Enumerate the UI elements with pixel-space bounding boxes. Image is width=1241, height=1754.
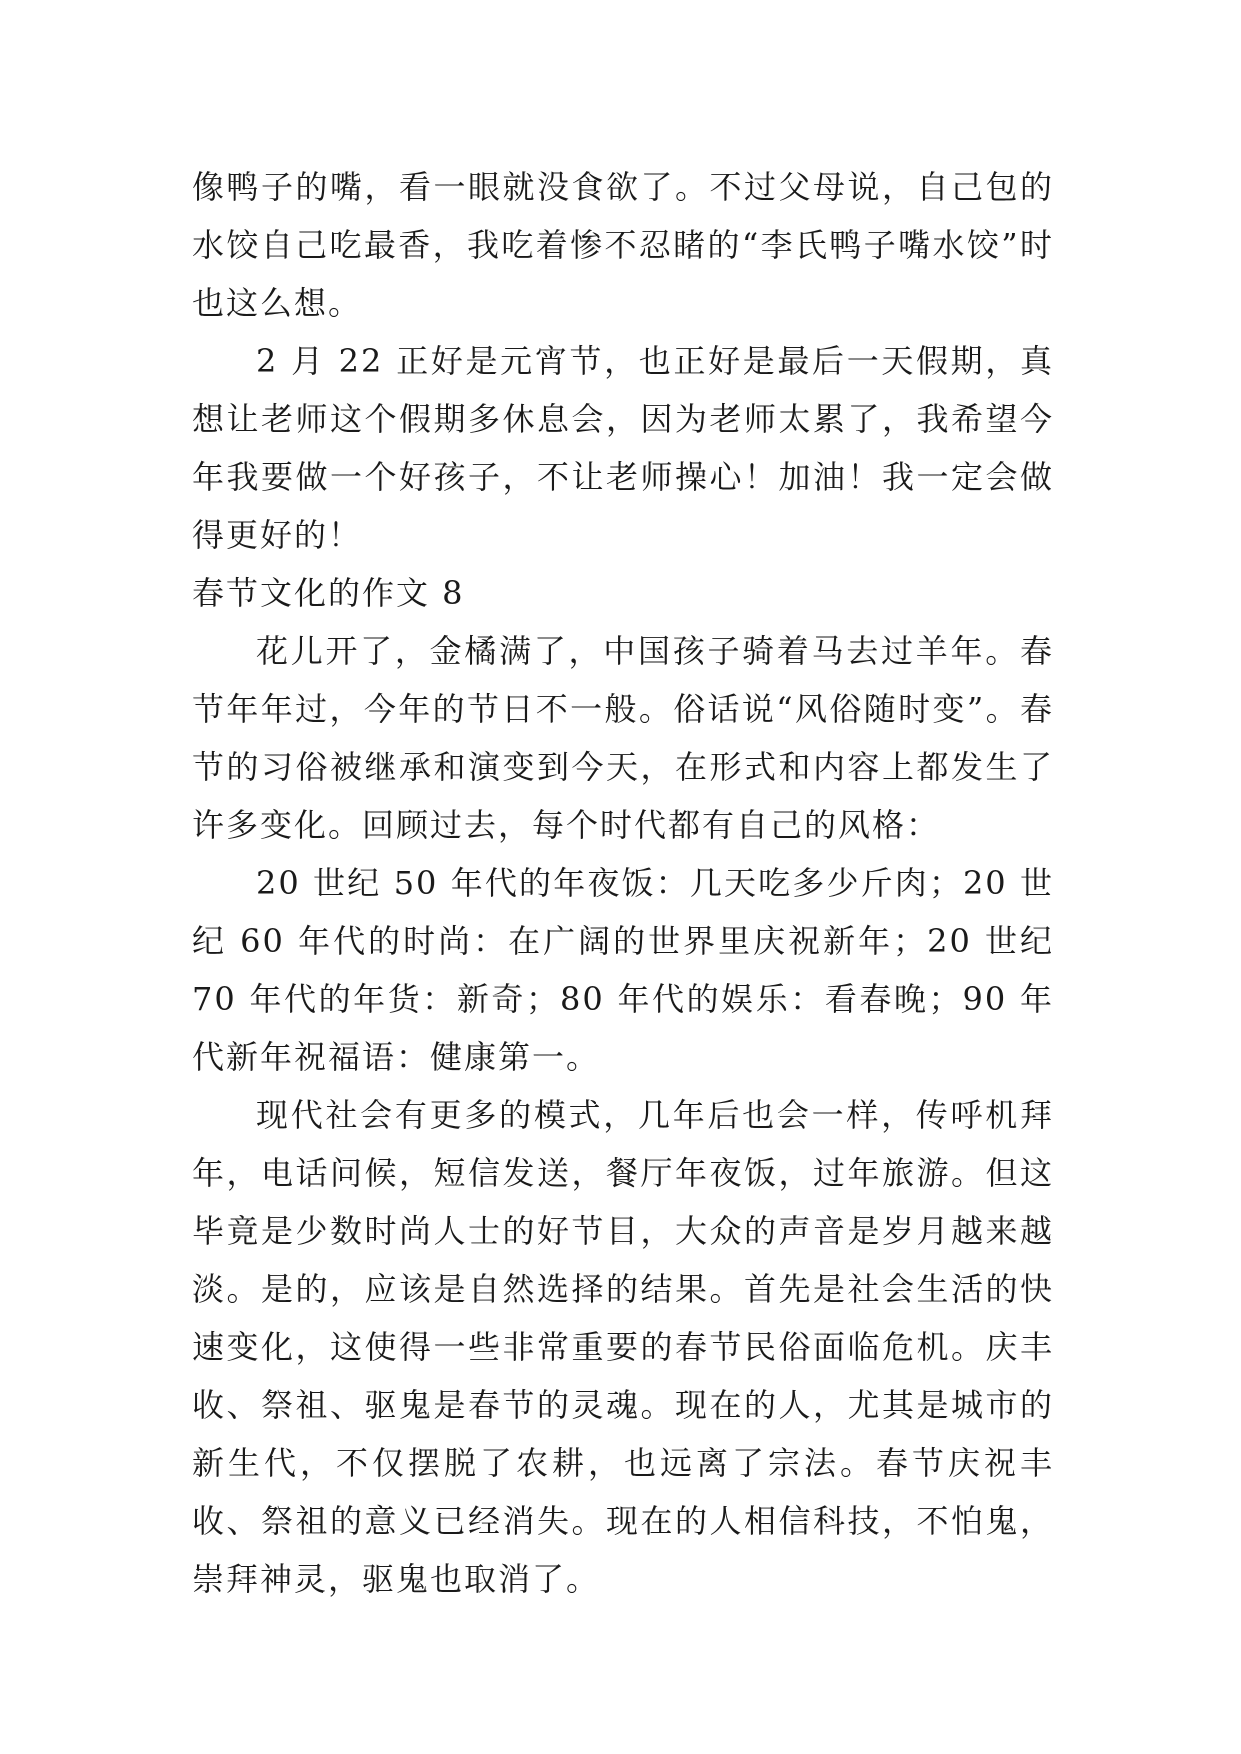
paragraph-modern-society: 现代社会有更多的模式，几年后也会一样，传呼机拜年，电话问候，短信发送，餐厅年夜饭，过年旅游。但这毕竟是少数时尚人士的好节目，大众的声音是岁月越来越淡。是的，应该是自然选择的结果。首先是社会生活的快速变化，这使得一些非常重要的春节民俗面临危机。庆丰收、祭祖、驱鬼是春节的灵魂。现在的人，尤其是城市的新生代，不仅摆脱了农耕，也远离了宗法。春节庆祝丰收、祭祖的意义已经消失。现在的人相信科技，不怕鬼，崇拜神灵，驱鬼也取消了。 — [192, 1096, 1054, 1598]
paragraph-decades: 20 世纪 50 年代的年夜饭：几天吃多少斤肉；20 世纪 60 年代的时尚：在广阔的世界里庆祝新年；20 世纪 70 年代的年货：新奇；80 年代的娱乐：看春晚；90 年代新年祝福语：健康第一。 — [192, 864, 1054, 1076]
paragraph-lantern-festival: 2 月 22 正好是元宵节，也正好是最后一天假期，真想让老师这个假期多休息会，因为老师太累了，我希望今年我要做一个好孩子，不让老师操心！加油！我一定会做得更好的！ — [192, 342, 1054, 554]
section-title: 春节文化的作文 8 — [192, 574, 465, 612]
paragraph-continued: 像鸭子的嘴，看一眼就没食欲了。不过父母说，自己包的水饺自己吃最香，我吃着惨不忍睹的“李氏鸭子嘴水饺”时也这么想。 — [192, 168, 1054, 322]
paragraph-intro: 花儿开了，金橘满了，中国孩子骑着马去过羊年。春节年年过，今年的节日不一般。俗话说“风俗随时变”。春节的习俗被继承和演变到今天，在形式和内容上都发生了许多变化。回顾过去，每个时代都有自己的风格： — [192, 632, 1054, 844]
document-page — [192, 158, 1054, 1608]
